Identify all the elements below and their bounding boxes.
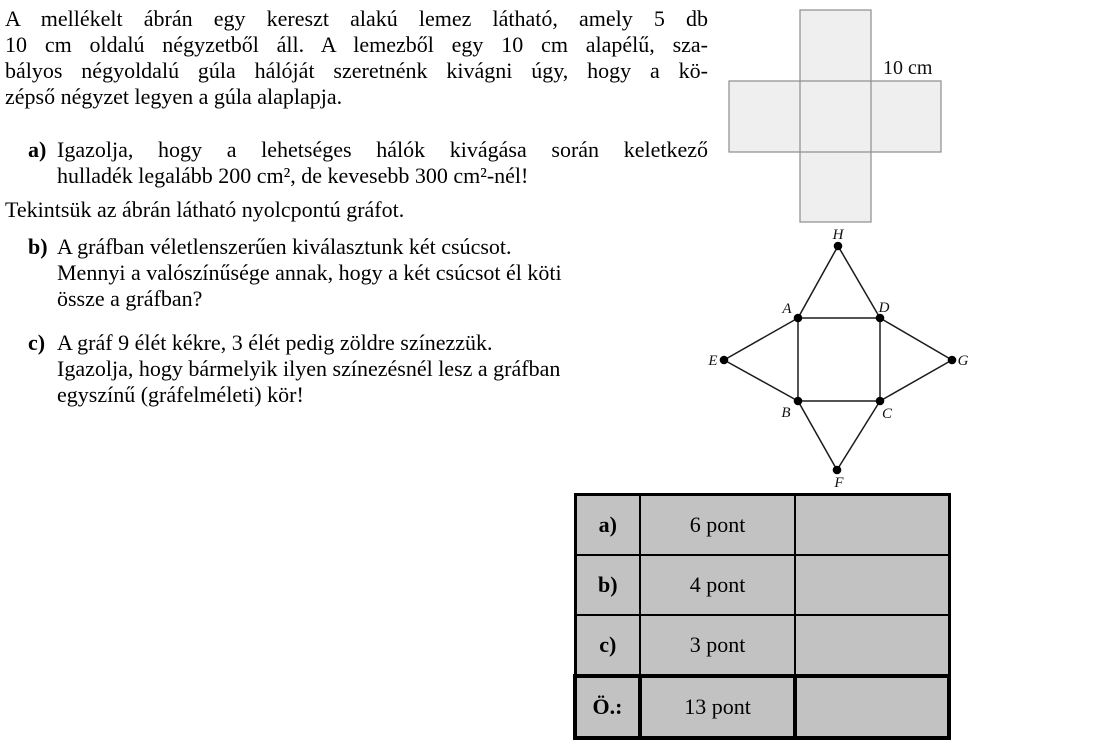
graph-vertex-B xyxy=(794,397,803,406)
graph-vertex-label-C: C xyxy=(881,406,893,422)
graph-vertex-label-D: D xyxy=(878,300,890,316)
graph-vertex-label-B: B xyxy=(781,405,791,421)
score-row-total-points: 13 pont xyxy=(640,676,795,738)
score-row-b-label: b) xyxy=(575,555,640,615)
score-table xyxy=(573,493,951,740)
intro-line-4: zépső négyzet legyen a gúla alaplapja. xyxy=(5,84,343,109)
score-row-c-score-cell xyxy=(795,615,949,676)
score-row-c-points: 3 pont xyxy=(640,615,795,676)
graph-vertex-label-F: F xyxy=(834,475,844,491)
score-row-a-label: a) xyxy=(575,495,640,556)
graph-vertex-F xyxy=(833,466,842,475)
score-row-a xyxy=(575,495,949,556)
graph-figure xyxy=(690,220,980,492)
score-row-a-score-cell xyxy=(795,495,949,556)
score-row-total-score-cell xyxy=(795,676,949,738)
graph-edge-HD xyxy=(838,246,880,318)
graph-vertex-label-A: A xyxy=(782,301,792,317)
item-b-label: b) xyxy=(28,234,48,259)
score-row-a-points: 6 pont xyxy=(640,495,795,556)
item-a-text xyxy=(57,137,708,189)
score-row-c-label: c) xyxy=(575,615,640,676)
item-b-line-2: Mennyi a valószínűsége annak, hogy a két csúcsot él köti xyxy=(57,260,562,285)
cross-net-figure xyxy=(700,0,960,235)
score-row-b-score-cell xyxy=(795,555,949,615)
graph-edge-HA xyxy=(798,246,838,318)
score-row-total-label: Ö.: xyxy=(575,676,640,738)
graph-edge-FB xyxy=(798,401,837,470)
item-b-text xyxy=(57,234,708,312)
item-b-line-3: össze a gráfban? xyxy=(57,286,203,311)
graph-edge-GD xyxy=(880,318,952,360)
graph-edge-EB xyxy=(724,360,798,401)
item-a-label: a) xyxy=(28,137,47,162)
graph-edge-GC xyxy=(880,360,952,401)
item-a-line-2: hulladék legalább 200 cm², de kevesebb 300 cm²-nél! xyxy=(57,163,529,188)
item-c-text xyxy=(57,330,708,408)
item-c xyxy=(28,330,713,408)
intro-line-1: A mellékelt ábrán egy kereszt alakú lemez látható, amely 5 db xyxy=(5,6,708,31)
intro-paragraph xyxy=(5,6,708,110)
item-a-line-1: Igazolja, hogy a lehetséges hálók kivágása során keletkező xyxy=(57,137,708,162)
score-row-b-points: 4 pont xyxy=(640,555,795,615)
graph-edge-FC xyxy=(837,401,880,470)
score-row-total xyxy=(575,676,949,738)
score-row-c xyxy=(575,615,949,676)
item-a xyxy=(28,137,713,189)
graph-vertex-label-E: E xyxy=(708,353,718,369)
graph-vertex-A xyxy=(794,314,803,323)
intro-line-3: bályos négyoldalú gúla hálóját szeretnénk kivágni úgy, hogy a kö- xyxy=(5,58,708,83)
graph-vertex-label-G: G xyxy=(957,353,969,369)
item-c-line-2: Igazolja, hogy bármelyik ilyen színezésnél lesz a gráfban xyxy=(57,356,561,381)
graph-edge-EA xyxy=(724,318,798,360)
interlude-paragraph xyxy=(5,197,708,223)
item-b xyxy=(28,234,713,312)
item-c-label: c) xyxy=(28,330,46,355)
graph-vertex-G xyxy=(948,356,957,365)
item-c-line-1: A gráf 9 élét kékre, 3 élét pedig zöldre színezzük. xyxy=(57,330,493,355)
graph-vertex-label-H: H xyxy=(832,227,844,243)
graph-vertex-C xyxy=(876,397,885,406)
interlude-line: Tekintsük az ábrán látható nyolcpontú gráfot. xyxy=(5,197,405,222)
graph-vertex-E xyxy=(720,356,729,365)
item-b-line-1: A gráfban véletlenszerűen kiválasztunk két csúcsot. xyxy=(57,234,512,259)
cross-dimension-label: 10 cm xyxy=(883,57,933,79)
score-row-b xyxy=(575,555,949,615)
item-c-line-3: egyszínű (gráfelméleti) kör! xyxy=(57,382,304,407)
intro-line-2: 10 cm oldalú négyzetből áll. A lemezből egy 10 cm alapélű, sza- xyxy=(5,32,708,57)
cross-horizontal-bar xyxy=(729,81,941,152)
